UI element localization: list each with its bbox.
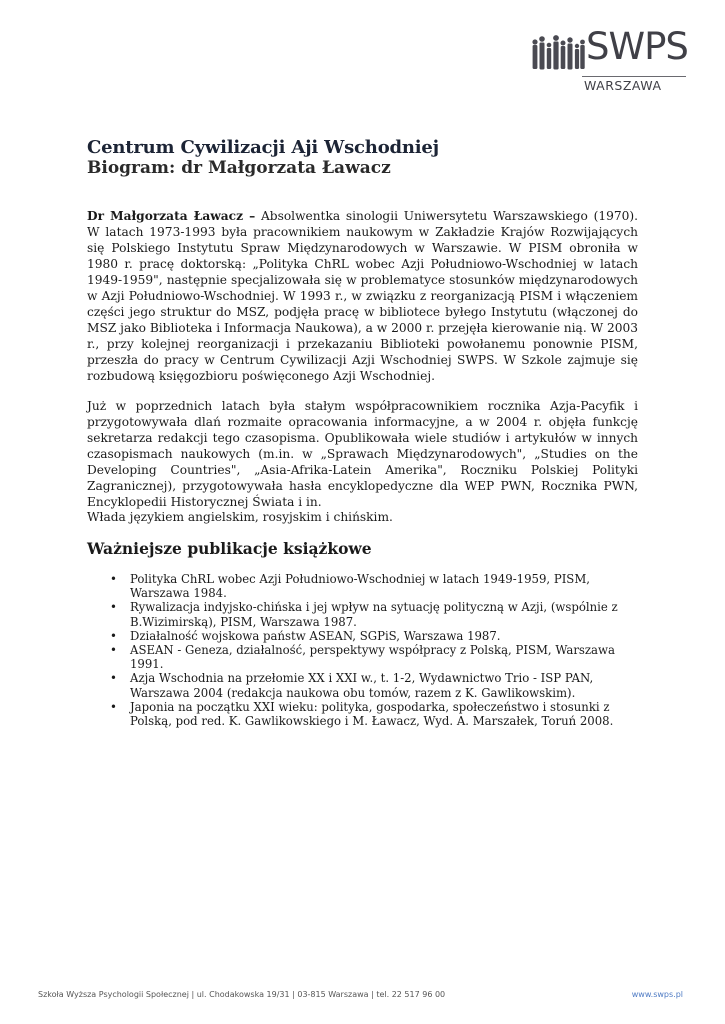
bio-paragraph-1 [87,208,638,384]
footer-website-link[interactable]: www.swps.pl [631,990,683,999]
publication-item: • Japonia na początku XXI wieku: polityka, gospodarka, społeczeństwo i stosunki z Polską, pod red. K. Gawlikowskiego i M. Ławacz, Wyd. A. Marszałek, Toruń 2008. [130,700,650,728]
bio-name: Dr Małgorzata Ławacz – [87,209,256,223]
bio-paragraph-3: Włada językiem angielskim, rosyjskim i chińskim. [87,510,393,524]
footer-address: Szkoła Wyższa Psychologii Społecznej | ul. Chodakowska 19/31 | 03-815 Warszawa | tel. 22 517 96 00 [38,990,446,999]
bio-paragraph-1-text: Absolwentka sinologii Uniwersytetu Warszawskiego (1970). W latach 1973-1993 była pracownikiem naukowym w Zakładzie Krajów Rozwijających się Polskiego Instytutu Spraw Międzynarodowych w Warszawie. W PISM obroniła w 1980 r. pracę doktorską: „Polityka ChRL wobec Azji Południowo-Wschodniej w latach 1949-1959", następnie specjalizowała się w problematyce stosunków międzynarodowych w Azji Południowo-Wschodniej. W 1993 r., w związku z reorganizacją PISM i włączeniem części jego struktur do MSZ, podjęła pracę w bibliotece byłego Instytutu (włączonej do MSZ jako Biblioteka i Informacja Naukowa), a w 2000 r. przejęła kierowanie nią. W 2003 r., przy kolejnej reorganizacji i przekazaniu Biblioteki powołanemu ponownie PISM, przeszła do pracy w Centrum Cywilizacji Azji Wschodniej SWPS. W Szkole zajmuje się rozbudową księgozbioru poświęconego Azji Wschodniej. [87,209,638,383]
publications-list [130,572,650,728]
logo-city: WARSZAWA [584,78,662,93]
people-silhouettes-icon [530,35,586,71]
logo-divider [582,76,686,77]
publication-item: • Polityka ChRL wobec Azji Południowo-Wschodniej w latach 1949-1959, PISM, Warszawa 1984. [130,572,650,600]
page-subtitle: Biogram: dr Małgorzata Ławacz [87,158,391,178]
bio-paragraph-2: Już w poprzednich latach była stałym współpracownikiem rocznika Azja-Pacyfik i przygotowywała dlań rozmaite opracowania informacyjne, a w 2004 r. objęła funkcję sekretarza redakcji tego czasopisma. Opublikowała wiele studiów i artykułów w innych czasopismach naukowych (m.in. w „Sprawach Międzynarodowych", „Studies on the Developing Countries", „Asia-Afrika-Latein Amerika", Roczniku Polskiej Polityki Zagranicznej), przygotowywała hasła encyklopedyczne dla WEP PWN, Rocznika PWN, Encyklopedii Historycznej Świata i in. [87,399,638,509]
publication-item: • Działalność wojskowa państw ASEAN, SGPiS, Warszawa 1987. [130,629,650,643]
publication-item: • Rywalizacja indyjsko-chińska i jej wpływ na sytuację polityczną w Azji, (wspólnie z B.Wizimirską), PISM, Warszawa 1987. [130,600,650,628]
logo-wordmark: SWPS [586,25,688,68]
page-title: Centrum Cywilizacji Aji Wschodniej [87,137,439,158]
publications-heading: Ważniejsze publikacje książkowe [87,539,372,558]
swps-logo [530,25,690,94]
publication-item: • ASEAN - Geneza, działalność, perspektywy współpracy z Polską, PISM, Warszawa 1991. [130,643,650,671]
publication-item: • Azja Wschodnia na przełomie XX i XXI w., t. 1-2, Wydawnictwo Trio - ISP PAN, Warszawa 2004 (redakcja naukowa obu tomów, razem z K. Gawlikowskim). [130,671,650,699]
